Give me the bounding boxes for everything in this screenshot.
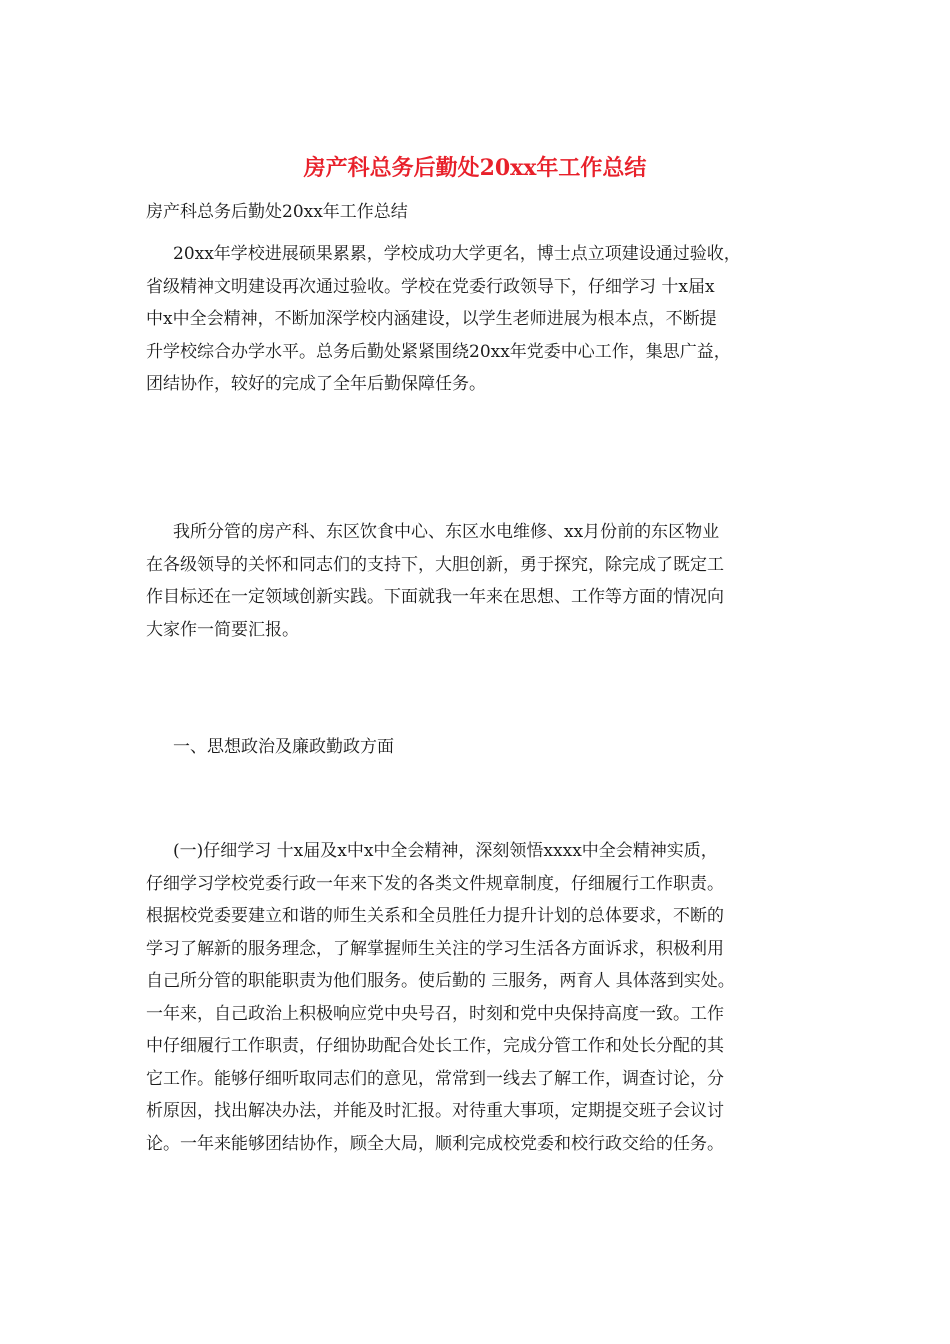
paragraph-line: 学习了解新的服务理念，了解掌握师生关注的学习生活各方面诉求，积极利用: [146, 938, 724, 959]
paragraph-line: 中x中全会精神，不断加深学校内涵建设，以学生老师进展为根本点，不断提: [146, 309, 717, 329]
section-heading: 一、思想政治及廉政勤政方面: [173, 737, 394, 757]
document-subtitle: 房产科总务后勤处20xx年工作总结: [146, 202, 408, 222]
paragraph-line: 根据校党委要建立和谐的师生关系和全员胜任力提升计划的总体要求，不断的: [146, 906, 724, 926]
paragraph-political-study: [146, 835, 806, 1160]
paragraph-line: 一年来，自己政治上积极响应党中央号召，时刻和党中央保持高度一致。工作: [146, 1003, 724, 1024]
paragraph-line: (一)仔细学习 十x届及x中x中全会精神，深刻领悟xxxx中全会精神实质，: [173, 841, 718, 861]
paragraph-line: 我所分管的房产科、东区饮食中心、东区水电维修、xx月份前的东区物业: [173, 522, 720, 542]
paragraph-line: 自己所分管的职能职责为他们服务。使后勤的 三服务，两育人 具体落到实处。: [146, 971, 735, 991]
document-title: 房产科总务后勤处20xx年工作总结: [303, 155, 647, 181]
paragraph-line: 析原因，找出解决办法，并能及时汇报。对待重大事项，定期提交班子会议讨: [146, 1101, 724, 1121]
paragraph-line: 在各级领导的关怀和同志们的支持下，大胆创新，勇于探究，除完成了既定工: [146, 554, 724, 575]
paragraph-line: 它工作。能够仔细听取同志们的意见，常常到一线去了解工作，调查讨论，分: [146, 1068, 724, 1089]
paragraph-intro: [146, 238, 806, 401]
paragraph-line: 20xx年学校进展硕果累累，学校成功大学更名，博士点立项建设通过验收，: [173, 244, 741, 264]
paragraph-line: 省级精神文明建设再次通过验收。学校在党委行政领导下，仔细学习 十x届x: [146, 276, 715, 297]
paragraph-line: 论。一年来能够团结协作，顾全大局，顺利完成校党委和校行政交给的任务。: [146, 1133, 724, 1154]
paragraph-line: 大家作一简要汇报。: [146, 619, 299, 640]
paragraph-line: 升学校综合办学水平。总务后勤处紧紧围绕20xx年党委中心工作，集思广益，: [146, 341, 731, 362]
paragraph-line: 团结协作，较好的完成了全年后勤保障任务。: [146, 374, 486, 394]
paragraph-scope: [146, 516, 806, 646]
paragraph-line: 中仔细履行工作职责，仔细协助配合处长工作，完成分管工作和处长分配的其: [146, 1036, 724, 1056]
paragraph-line: 作目标还在一定领域创新实践。下面就我一年来在思想、工作等方面的情况向: [146, 587, 724, 607]
paragraph-line: 仔细学习学校党委行政一年来下发的各类文件规章制度，仔细履行工作职责。: [146, 873, 724, 894]
